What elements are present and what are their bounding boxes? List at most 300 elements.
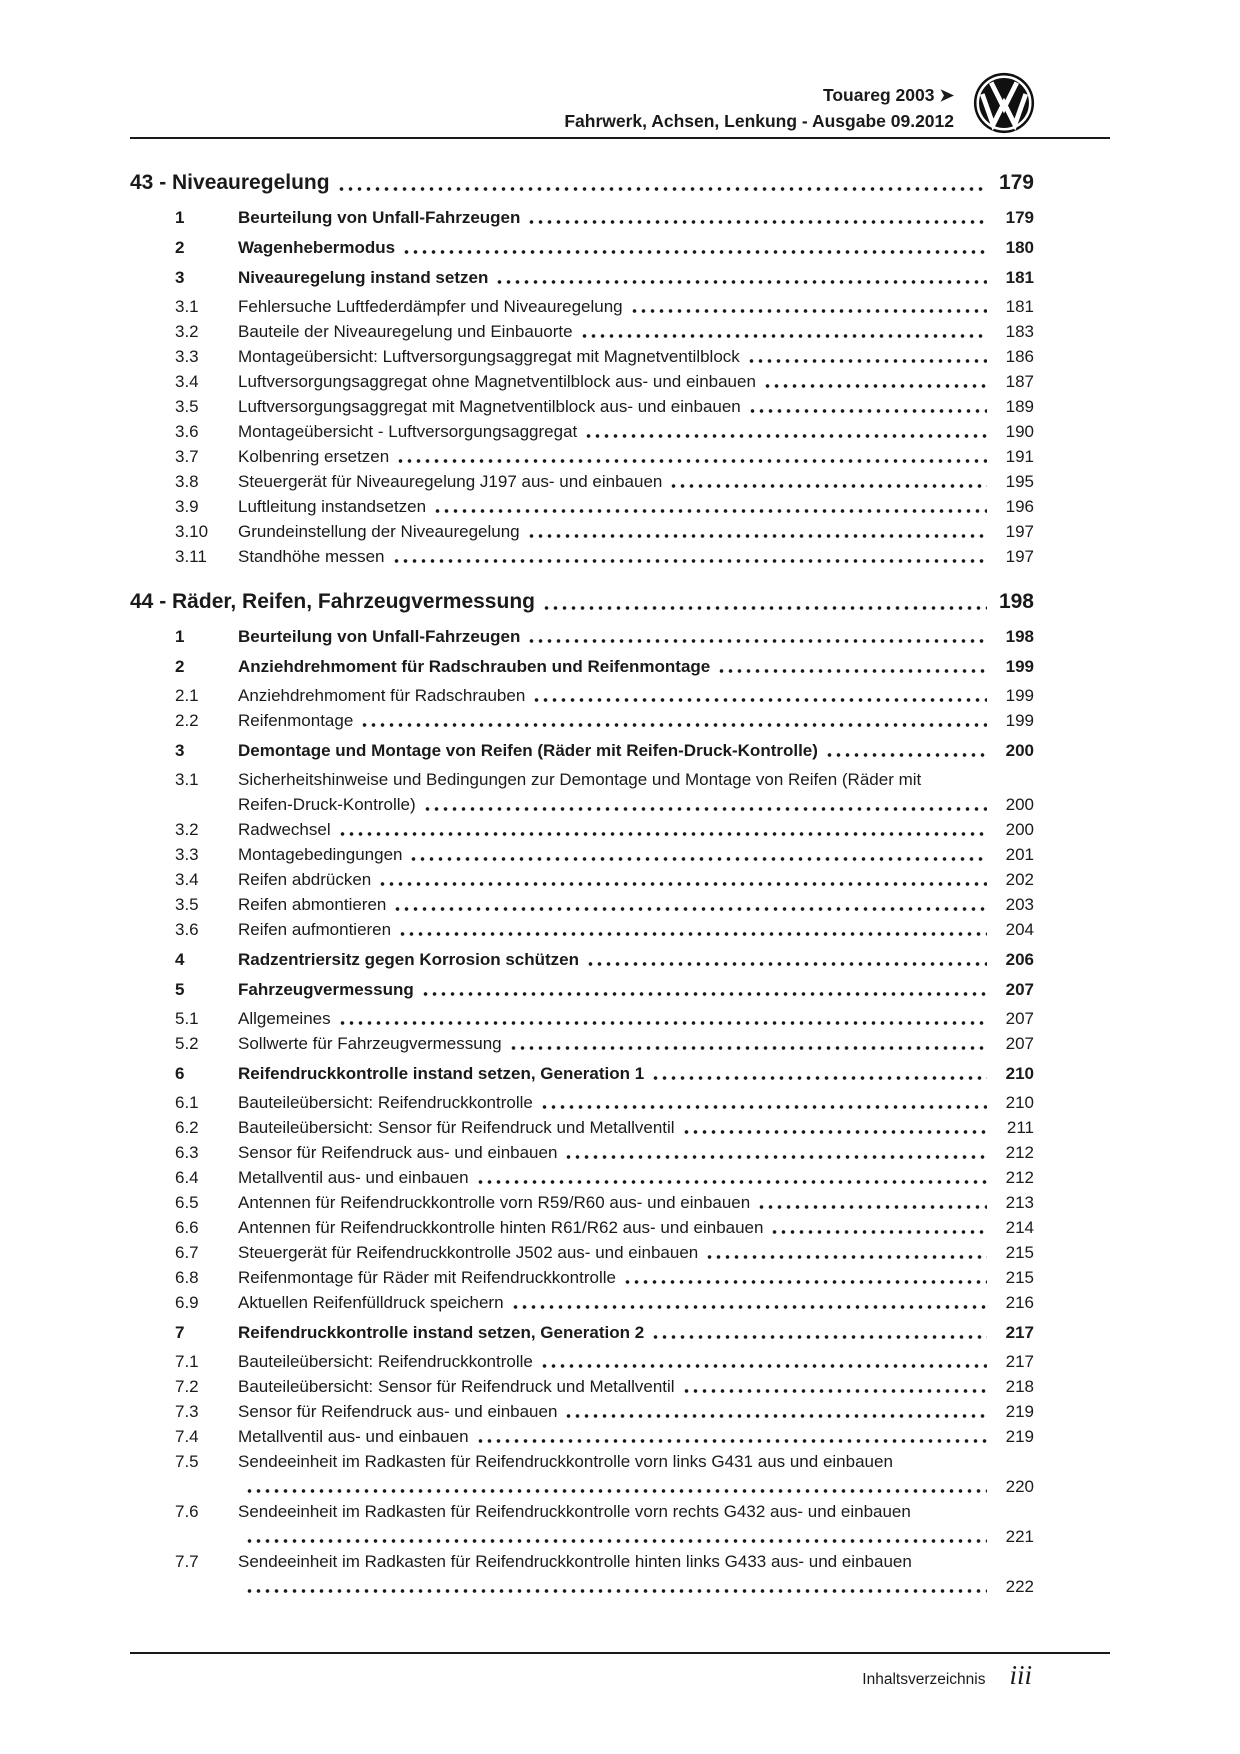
entry-body: [238, 1349, 1034, 1374]
dot-leader: [584, 434, 987, 438]
entry-body: [238, 1499, 1034, 1549]
vw-logo: [972, 71, 1036, 135]
entry-title: Metallventil aus- und einbauen: [238, 1168, 469, 1187]
entry-page-number: 199: [1005, 657, 1034, 676]
entry-title: Luftversorgungsaggregat mit Magnetventilblock aus- und einbauen: [238, 397, 741, 416]
dot-leader: [392, 559, 988, 563]
entry-title: Reifenmontage für Räder mit Reifendruckkontrolle: [238, 1268, 616, 1287]
entry-number: 3.4: [175, 372, 199, 391]
toc-entry: [130, 767, 1110, 817]
entry-number: 3.11: [175, 547, 207, 566]
entry-page-number: 210: [1005, 1093, 1034, 1112]
entry-body: [238, 469, 1034, 494]
dot-leader: [360, 723, 987, 727]
toc-entry: [130, 683, 1110, 708]
toc-entry: [130, 1399, 1110, 1424]
dot-leader: [527, 534, 987, 538]
dot-leader: [527, 220, 987, 224]
entry-number: 3.8: [175, 472, 199, 491]
entry-body: [238, 1031, 1034, 1056]
entry-number: 3: [175, 741, 185, 760]
chapter-title: 44 - Räder, Reifen, Fahrzeugvermessung: [130, 590, 535, 613]
entry-body: [238, 1115, 1034, 1140]
entry-page-number: 213: [1005, 1193, 1034, 1212]
entry-body: [238, 917, 1034, 942]
dot-leader: [409, 857, 987, 861]
entry-number: 3.3: [175, 845, 199, 864]
toc-entry: [130, 842, 1110, 867]
entry-page-number: 217: [1005, 1323, 1034, 1342]
dot-leader: [763, 384, 987, 388]
dot-leader: [527, 639, 987, 643]
toc-entry: [130, 867, 1110, 892]
entry-body: [238, 1090, 1034, 1115]
entry-title: Anziehdrehmoment für Radschrauben: [238, 686, 526, 705]
entry-number: 6.1: [175, 1093, 199, 1112]
toc-entry: [130, 1090, 1110, 1115]
toc-entry: [130, 1349, 1110, 1374]
entry-body: [238, 1140, 1034, 1165]
footer-divider: [130, 1652, 1110, 1654]
entry-number: 7.1: [175, 1352, 199, 1371]
dot-leader: [245, 1489, 987, 1493]
entry-title: Bauteileübersicht: Reifendruckkontrolle: [238, 1352, 533, 1371]
dot-leader: [398, 932, 987, 936]
dot-leader: [564, 1414, 987, 1418]
entry-title: Luftleitung instandsetzen: [238, 497, 427, 516]
entry-title: Anziehdrehmoment für Radschrauben und Reifenmontage: [238, 657, 711, 676]
dot-leader: [338, 832, 987, 836]
entry-page-number: 212: [1005, 1168, 1034, 1187]
dot-leader: [623, 1280, 987, 1284]
dot-leader: [378, 882, 987, 886]
entry-page-number: 200: [1005, 741, 1034, 760]
dot-leader: [476, 1180, 987, 1184]
entry-page-number: 207: [1005, 1034, 1034, 1053]
chapter-title: 43 - Niveauregelung: [130, 171, 330, 194]
entry-page-number: 199: [1005, 686, 1034, 705]
entry-page-number: 186: [1005, 347, 1034, 366]
entry-number: 3: [175, 268, 185, 287]
entry-number: 5: [175, 980, 185, 999]
entry-title: Sendeeinheit im Radkasten für Reifendruckkontrolle vorn rechts G432 aus- und einbauen: [238, 1502, 911, 1521]
entry-body: [238, 319, 1034, 344]
toc-entry: [130, 817, 1110, 842]
entry-title: Steuergerät für Niveauregelung J197 aus- und einbauen: [238, 472, 663, 491]
dot-leader: [748, 409, 987, 413]
entry-page-number: 207: [1005, 1009, 1034, 1028]
toc-entry: [130, 419, 1110, 444]
entry-body: [238, 738, 1034, 763]
entry-body: [238, 519, 1034, 544]
entry-body: [238, 947, 1034, 972]
entry-page-number: 181: [1005, 268, 1034, 287]
dot-leader: [421, 992, 987, 996]
toc-entry: [130, 1424, 1110, 1449]
dot-leader: [423, 807, 987, 811]
entry-page-number: 219: [1005, 1402, 1034, 1421]
toc-chapter-heading: [130, 168, 1110, 198]
entry-title: Reifendruckkontrolle instand setzen, Generation 1: [238, 1064, 645, 1083]
entry-title-continued: Reifen-Druck-Kontrolle): [238, 795, 416, 814]
entry-title: Beurteilung von Unfall-Fahrzeugen: [238, 208, 521, 227]
entry-page-number: 189: [1005, 397, 1034, 416]
entry-title: Sensor für Reifendruck aus- und einbauen: [238, 1143, 558, 1162]
dot-leader: [476, 1439, 987, 1443]
entry-title: Reifendruckkontrolle instand setzen, Generation 2: [238, 1323, 645, 1342]
dot-leader: [509, 1046, 987, 1050]
entry-continuation-line: [238, 1474, 1034, 1499]
entry-title: Fahrzeugvermessung: [238, 980, 414, 999]
toc-entry: [130, 738, 1110, 763]
entry-body: [238, 444, 1034, 469]
entry-page-number: 216: [1005, 1293, 1034, 1312]
dot-leader: [393, 907, 987, 911]
entry-title: Sollwerte für Fahrzeugvermessung: [238, 1034, 502, 1053]
entry-title: Steuergerät für Reifendruckkontrolle J502 aus- und einbauen: [238, 1243, 699, 1262]
entry-body: [238, 1374, 1034, 1399]
dot-leader: [495, 280, 987, 284]
entry-title: Beurteilung von Unfall-Fahrzeugen: [238, 627, 521, 646]
entry-page-number: 211: [1006, 1118, 1034, 1137]
entry-number: 6.2: [175, 1118, 199, 1137]
entry-number: 3.9: [175, 497, 199, 516]
entry-number: 3.2: [175, 322, 199, 341]
dot-leader: [540, 1105, 987, 1109]
toc-entry: [130, 1549, 1110, 1599]
entry-page-number: 187: [1005, 372, 1034, 391]
entry-number: 3.3: [175, 347, 199, 366]
toc-entry: [130, 1374, 1110, 1399]
entry-body: [238, 842, 1034, 867]
toc-entry: [130, 1290, 1110, 1315]
entry-number: 4: [175, 950, 185, 969]
entry-page-number: 214: [1005, 1218, 1034, 1237]
entry-page-number: 215: [1005, 1268, 1034, 1287]
entry-page-number: 215: [1005, 1243, 1034, 1262]
toc-entry: [130, 708, 1110, 733]
entry-title: Reifen abmontieren: [238, 895, 387, 914]
entry-number: 7.7: [175, 1552, 199, 1571]
entry-title: Sendeeinheit im Radkasten für Reifendruckkontrolle vorn links G431 aus und einbauen: [238, 1452, 893, 1471]
dot-leader: [542, 606, 987, 610]
header-model-line: Touareg 2003 ➤: [822, 85, 954, 105]
toc-entry: [130, 654, 1110, 679]
entry-body: [238, 1061, 1034, 1086]
entry-number: 7.4: [175, 1427, 199, 1446]
dot-leader: [747, 359, 987, 363]
entry-page-number: 180: [1005, 238, 1034, 257]
toc-entry: [130, 1115, 1110, 1140]
dot-leader: [669, 484, 987, 488]
entry-body: [238, 294, 1034, 319]
toc-entry: [130, 294, 1110, 319]
entry-title: Grundeinstellung der Niveauregelung: [238, 522, 520, 541]
toc-entry: [130, 1265, 1110, 1290]
dot-leader: [586, 962, 987, 966]
chapter-page-number: 198: [998, 590, 1034, 613]
dot-leader: [396, 459, 987, 463]
entry-number: 6.3: [175, 1143, 199, 1162]
entry-page-number: 207: [1005, 980, 1034, 999]
entry-title: Reifenmontage: [238, 711, 354, 730]
entry-page-number: 221: [1005, 1527, 1034, 1546]
entry-page-number: 212: [1005, 1143, 1034, 1162]
toc-entry: [130, 344, 1110, 369]
dot-leader: [705, 1255, 987, 1259]
entry-body: [238, 1399, 1034, 1424]
entry-body: [238, 1215, 1034, 1240]
entry-title: Antennen für Reifendruckkontrolle hinten R61/R62 aus- und einbauen: [238, 1218, 764, 1237]
toc-entry: [130, 1499, 1110, 1549]
entry-page-number: 203: [1005, 895, 1034, 914]
toc-entry: [130, 1240, 1110, 1265]
entry-number: 6.9: [175, 1293, 199, 1312]
toc-entry: [130, 1031, 1110, 1056]
entry-page-number: 206: [1005, 950, 1034, 969]
entry-title: Bauteile der Niveauregelung und Einbauorte: [238, 322, 573, 341]
entry-page-number: 191: [1005, 447, 1034, 466]
entry-body: [238, 817, 1034, 842]
entry-number: 2.2: [175, 711, 199, 730]
entry-body: [238, 205, 1034, 230]
entry-number: 3.5: [175, 895, 199, 914]
entry-page-number: 204: [1005, 920, 1034, 939]
entry-number: 6: [175, 1064, 185, 1083]
entry-title: Allgemeines: [238, 1009, 331, 1028]
dot-leader: [245, 1539, 987, 1543]
toc-entry: [130, 947, 1110, 972]
entry-title: Aktuellen Reifenfülldruck speichern: [238, 1293, 504, 1312]
entry-title: Bauteileübersicht: Sensor für Reifendruck und Metallventil: [238, 1377, 675, 1396]
entry-number: 2: [175, 238, 185, 257]
entry-number: 3.4: [175, 870, 199, 889]
entry-number: 6.5: [175, 1193, 199, 1212]
entry-title: Antennen für Reifendruckkontrolle vorn R59/R60 aus- und einbauen: [238, 1193, 751, 1212]
entry-body: [238, 767, 1034, 817]
header-divider: [130, 137, 1110, 139]
page-footer: [862, 1660, 1032, 1691]
entry-page-number: 201: [1005, 845, 1034, 864]
entry-page-number: 220: [1005, 1477, 1034, 1496]
toc-entry: [130, 469, 1110, 494]
toc-entry: [130, 205, 1110, 230]
entry-page-number: 198: [1005, 627, 1034, 646]
dot-leader: [682, 1389, 987, 1393]
entry-page-number: 196: [1005, 497, 1034, 516]
dot-leader: [770, 1230, 987, 1234]
dot-leader: [630, 309, 987, 313]
toc-entry: [130, 494, 1110, 519]
entry-body: [238, 265, 1034, 290]
entry-page-number: 197: [1005, 522, 1034, 541]
dot-leader: [402, 250, 987, 254]
entry-title: Demontage und Montage von Reifen (Räder mit Reifen-Druck-Kontrolle): [238, 741, 818, 760]
entry-title: Fehlersuche Luftfederdämpfer und Niveauregelung: [238, 297, 623, 316]
entry-page-number: 218: [1005, 1377, 1034, 1396]
dot-leader: [245, 1589, 987, 1593]
entry-body: [238, 394, 1034, 419]
toc-entry: [130, 394, 1110, 419]
entry-title: Wagenhebermodus: [238, 238, 396, 257]
entry-body: [238, 1290, 1034, 1315]
toc-entry: [130, 1215, 1110, 1240]
entry-title: Sendeeinheit im Radkasten für Reifendruckkontrolle hinten links G433 aus- und einbauen: [238, 1552, 912, 1571]
dot-leader: [532, 698, 987, 702]
toc-entry: [130, 624, 1110, 649]
entry-number: 7.5: [175, 1452, 199, 1471]
entry-body: [238, 1320, 1034, 1345]
entry-title: Montageübersicht - Luftversorgungsaggregat: [238, 422, 578, 441]
entry-title: Luftversorgungsaggregat ohne Magnetventilblock aus- und einbauen: [238, 372, 756, 391]
entry-number: 7: [175, 1323, 185, 1342]
entry-body: [238, 494, 1034, 519]
dot-leader: [682, 1130, 987, 1134]
header-subtitle-line: Fahrwerk, Achsen, Lenkung - Ausgabe 09.2012: [564, 111, 954, 131]
dot-leader: [825, 753, 987, 757]
entry-title: Standhöhe messen: [238, 547, 385, 566]
toc-entry: [130, 319, 1110, 344]
entry-title: Kolbenring ersetzen: [238, 447, 390, 466]
entry-number: 3.1: [175, 297, 199, 316]
toc-entry: [130, 519, 1110, 544]
entry-body: [238, 235, 1034, 260]
entry-number: 6.8: [175, 1268, 199, 1287]
entry-number: 6.6: [175, 1218, 199, 1237]
entry-page-number: 181: [1005, 297, 1034, 316]
entry-title: Sensor für Reifendruck aus- und einbauen: [238, 1402, 558, 1421]
entry-body: [238, 977, 1034, 1002]
entry-page-number: 195: [1005, 472, 1034, 491]
entry-continuation-line: [238, 792, 1034, 817]
entry-page-number: 199: [1005, 711, 1034, 730]
toc-entry: [130, 977, 1110, 1002]
entry-body: [238, 624, 1034, 649]
entry-number: 2.1: [175, 686, 199, 705]
entry-number: 3.1: [175, 770, 199, 789]
entry-title: Montagebedingungen: [238, 845, 403, 864]
entry-number: 7.6: [175, 1502, 199, 1521]
entry-body: [238, 544, 1034, 569]
dot-leader: [338, 1021, 987, 1025]
entry-title: Sicherheitshinweise und Bedingungen zur Demontage und Montage von Reifen (Räder mit: [238, 770, 922, 789]
entry-number: 3.5: [175, 397, 199, 416]
entry-body: [238, 683, 1034, 708]
toc-entry: [130, 1449, 1110, 1499]
entry-title: Montageübersicht: Luftversorgungsaggregat mit Magnetventilblock: [238, 347, 740, 366]
entry-body: [238, 1449, 1034, 1499]
toc-entry: [130, 892, 1110, 917]
entry-title: Reifen abdrücken: [238, 870, 372, 889]
toc-entry: [130, 235, 1110, 260]
entry-body: [238, 1424, 1034, 1449]
toc-entry: [130, 544, 1110, 569]
entry-page-number: 200: [1005, 820, 1034, 839]
dot-leader: [337, 187, 987, 191]
toc-entry: [130, 369, 1110, 394]
toc-chapter-heading: [130, 587, 1110, 617]
entry-number: 3.6: [175, 422, 199, 441]
entry-title: Radwechsel: [238, 820, 331, 839]
dot-leader: [757, 1205, 987, 1209]
entry-number: 3.7: [175, 447, 199, 466]
entry-title: Bauteileübersicht: Sensor für Reifendruck und Metallventil: [238, 1118, 675, 1137]
entry-title: Niveauregelung instand setzen: [238, 268, 489, 287]
entry-body: [238, 867, 1034, 892]
entry-body: [238, 1549, 1034, 1599]
dot-leader: [717, 669, 987, 673]
chapter-page-number: 179: [998, 171, 1034, 194]
entry-number: 6.7: [175, 1243, 199, 1262]
entry-title: Radzentriersitz gegen Korrosion schützen: [238, 950, 579, 969]
entry-body: [238, 1240, 1034, 1265]
toc-entry: [130, 1190, 1110, 1215]
entry-page-number: 190: [1005, 422, 1034, 441]
dot-leader: [540, 1364, 987, 1368]
toc-entry: [130, 1165, 1110, 1190]
entry-title: Metallventil aus- und einbauen: [238, 1427, 469, 1446]
entry-number: 6.4: [175, 1168, 199, 1187]
entry-number: 7.3: [175, 1402, 199, 1421]
toc-entry: [130, 265, 1110, 290]
dot-leader: [651, 1076, 987, 1080]
toc-entry: [130, 1061, 1110, 1086]
entry-body: [238, 369, 1034, 394]
entry-number: 1: [175, 208, 185, 227]
entry-page-number: 179: [1005, 208, 1034, 227]
entry-page-number: 202: [1005, 870, 1034, 889]
dot-leader: [433, 509, 987, 513]
toc-entry: [130, 444, 1110, 469]
entry-number: 3.10: [175, 522, 209, 541]
entry-body: [238, 419, 1034, 444]
entry-number: 2: [175, 657, 185, 676]
toc-entry: [130, 1006, 1110, 1031]
entry-number: 3.6: [175, 920, 199, 939]
entry-body: [238, 1190, 1034, 1215]
entry-body: [238, 1265, 1034, 1290]
page-header: [564, 82, 954, 134]
entry-number: 7.2: [175, 1377, 199, 1396]
entry-continuation-line: [238, 1574, 1034, 1599]
entry-page-number: 210: [1005, 1064, 1034, 1083]
entry-body: [238, 1165, 1034, 1190]
entry-page-number: 197: [1005, 547, 1034, 566]
entry-page-number: 219: [1005, 1427, 1034, 1446]
entry-body: [238, 892, 1034, 917]
entry-title: Bauteileübersicht: Reifendruckkontrolle: [238, 1093, 533, 1112]
footer-label: Inhaltsverzeichnis: [862, 1671, 986, 1688]
toc-entry: [130, 1140, 1110, 1165]
dot-leader: [580, 334, 987, 338]
dot-leader: [511, 1305, 987, 1309]
entry-page-number: 222: [1005, 1577, 1034, 1596]
entry-number: 5.1: [175, 1009, 199, 1028]
entry-number: 5.2: [175, 1034, 199, 1053]
entry-page-number: 200: [1005, 795, 1034, 814]
dot-leader: [564, 1155, 987, 1159]
entry-number: 3.2: [175, 820, 199, 839]
entry-body: [238, 1006, 1034, 1031]
entry-body: [238, 708, 1034, 733]
entry-continuation-line: [238, 1524, 1034, 1549]
entry-page-number: 183: [1005, 322, 1034, 341]
entry-title: Reifen aufmontieren: [238, 920, 392, 939]
entry-body: [238, 654, 1034, 679]
toc-entry: [130, 1320, 1110, 1345]
entry-body: [238, 344, 1034, 369]
toc: [130, 150, 1110, 1599]
